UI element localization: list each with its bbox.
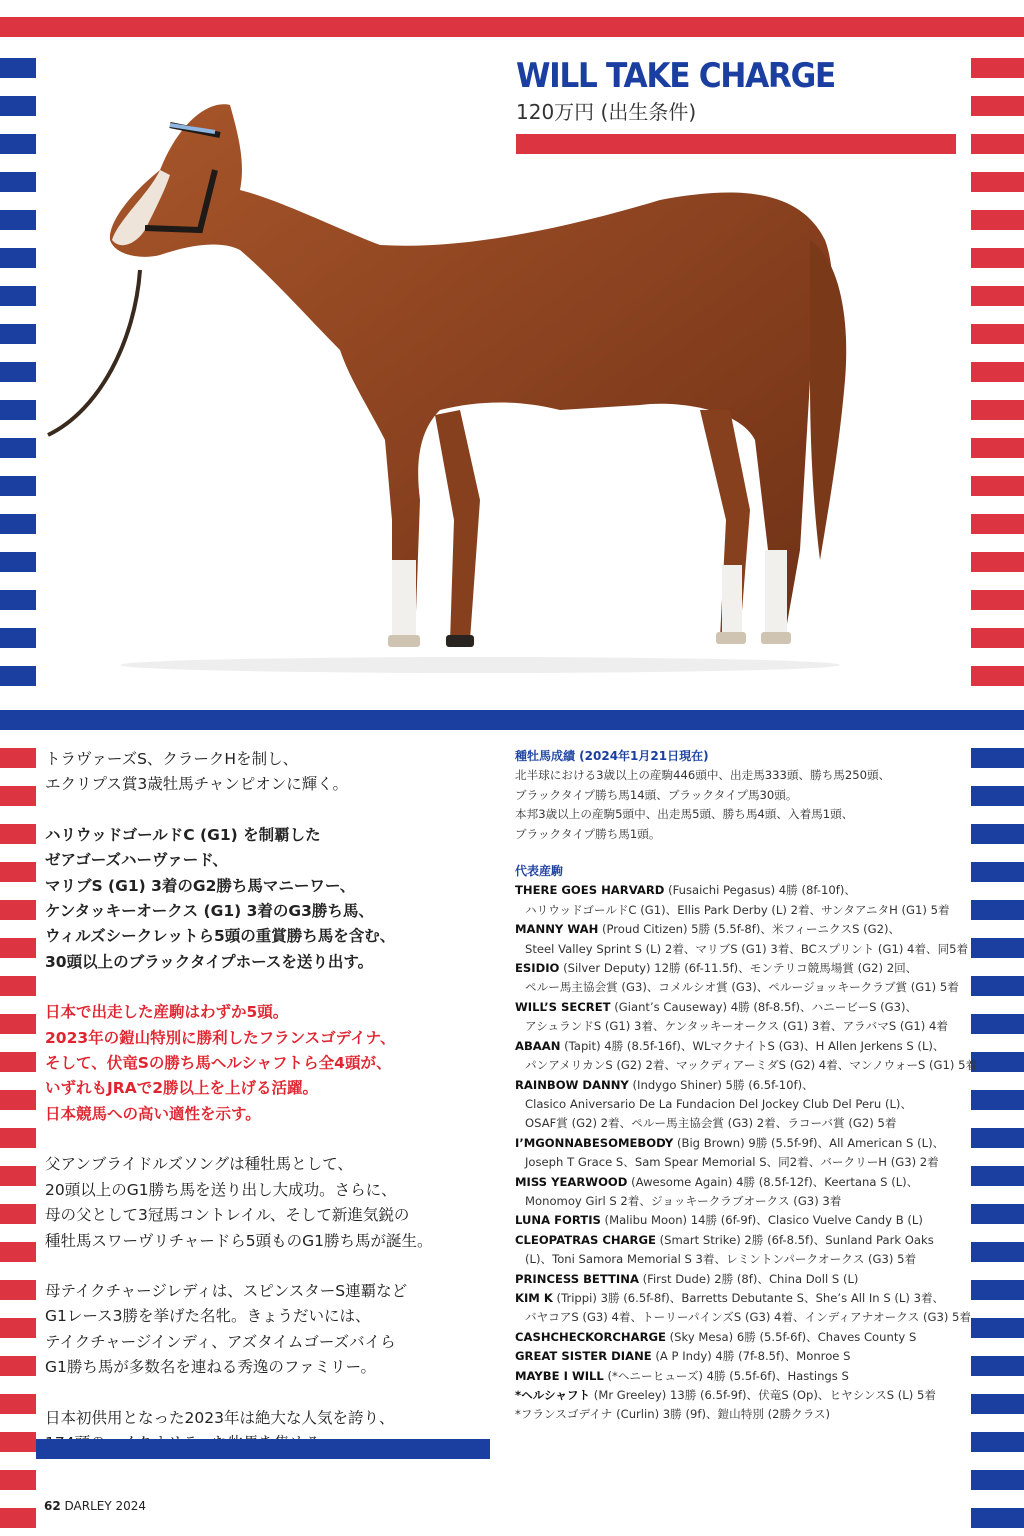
progeny-heading: 代表産駒 — [515, 864, 564, 879]
progeny-name: PRINCESS BETTINA — [515, 1271, 639, 1286]
record-lines — [515, 766, 965, 844]
stripe — [0, 748, 36, 768]
stripe — [971, 248, 1024, 268]
stripe — [0, 514, 36, 534]
stripe — [0, 1242, 36, 1262]
stripe — [971, 824, 1024, 844]
progeny-entry — [515, 1076, 965, 1095]
progeny-name: LUNA FORTIS — [515, 1213, 601, 1228]
stripe — [971, 1052, 1024, 1072]
stripe — [971, 286, 1024, 306]
paragraph-line: ハリウッドゴールドC (G1) を制覇した — [45, 825, 321, 844]
stripe — [971, 938, 1024, 958]
record-line: ブラックタイプ勝ち馬14頭、ブラックタイプ馬30頭。 — [515, 787, 798, 802]
stripe — [0, 1432, 36, 1452]
progeny-details-cont: Monomoy Girl S 2着、ジョッキークラブオークス (G3) 3着 — [525, 1193, 842, 1208]
stripe — [971, 1166, 1024, 1186]
progeny-name: MAYBE I WILL — [515, 1368, 604, 1383]
stripe — [0, 1090, 36, 1110]
stripe — [971, 58, 1024, 78]
stripe — [0, 1204, 36, 1224]
stripe — [0, 172, 36, 192]
progeny-name: ABAAN — [515, 1038, 561, 1053]
stripe — [971, 628, 1024, 648]
stripe — [971, 1242, 1024, 1262]
progeny-name: CLEOPATRAS CHARGE — [515, 1232, 656, 1247]
stripe — [0, 210, 36, 230]
progeny-details: (A P Indy) 4勝 (7f-8.5f)、Monroe S — [651, 1349, 851, 1364]
record-line: ブラックタイプ勝ち馬1頭。 — [515, 826, 661, 841]
paragraph-line: ゼアゴーズハーヴァード、 — [45, 851, 228, 870]
stripe — [971, 862, 1024, 882]
stripe — [971, 362, 1024, 382]
stripe — [971, 1204, 1024, 1224]
stripe — [971, 1356, 1024, 1376]
stripe — [971, 900, 1024, 920]
progeny-name: WILL’S SECRET — [515, 999, 611, 1014]
paragraph-p2 — [45, 823, 485, 975]
stripe — [971, 1470, 1024, 1490]
progeny-name: GREAT SISTER DIANE — [515, 1349, 652, 1364]
progeny-details: (Indygo Shiner) 5勝 (6.5f-10f)、 — [628, 1077, 814, 1092]
stripe — [971, 1508, 1024, 1528]
stripe — [971, 1128, 1024, 1148]
progeny-entry — [515, 881, 965, 900]
progeny-details-cont: ペルー馬主協会賞 (G3)、コメルシオ賞 (G3)、ペルージョッキークラブ賞 (G1) 5着 — [525, 980, 959, 995]
stripe — [0, 824, 36, 844]
stripe — [0, 1052, 36, 1072]
stripe — [0, 628, 36, 648]
stripe — [971, 400, 1024, 420]
progeny-details: (Giant’s Causeway) 4勝 (8f-8.5f)、ハニービーS (G3)、 — [610, 999, 918, 1014]
stripe — [0, 400, 36, 420]
paragraph-line: 種牡馬スワーヴリチャードら5頭ものG1勝ち馬が誕生。 — [45, 1231, 433, 1250]
horse-name-title: WILL TAKE CHARGE — [516, 56, 835, 96]
stripe — [971, 438, 1024, 458]
stripe — [0, 1128, 36, 1148]
progeny-details: (Mr Greeley) 13勝 (6.5f-9f)、伏竜S (Op)、ヒヤシンスS (L) 5着 — [590, 1388, 936, 1402]
stripe — [0, 590, 36, 610]
progeny-details-cont: ハリウッドゴールドC (G1)、Ellis Park Derby (L) 2着、サンタアニタH (G1) 5着 — [525, 902, 950, 917]
title-block — [516, 58, 863, 125]
stripe — [0, 552, 36, 572]
paragraph-p5 — [45, 1279, 485, 1381]
progeny-details: (Smart Strike) 2勝 (6f-8.5f)、Sunland Park Oaks — [655, 1232, 934, 1247]
progeny-details: (First Dude) 2勝 (8f)、China Doll S (L) — [638, 1271, 859, 1286]
record-heading: 種牡馬成績 (2024年1月21日現在) — [515, 749, 709, 763]
stripe — [971, 514, 1024, 534]
stripe — [971, 172, 1024, 192]
paragraph-line: ケンタッキーオークス (G1) 3着のG3勝ち馬、 — [45, 902, 374, 921]
paragraph-line: 父アンブライドルズソングは種牡馬として、 — [45, 1155, 353, 1174]
profile-text — [45, 747, 485, 1481]
progeny-details-cont: Clasico Aniversario De La Fundacion Del Jockey Club Del Peru (L)、 — [525, 1096, 913, 1111]
progeny-details: (Trippi) 3勝 (6.5f-8f)、Barretts Debutante S、She’s All In S (L) 3着、 — [552, 1290, 945, 1305]
progeny-name: I’MGONNABESOMEBODY — [515, 1135, 674, 1150]
progeny-entry — [515, 1386, 965, 1405]
bottom-blue-bar — [36, 1439, 490, 1459]
stripe — [971, 976, 1024, 996]
progeny-details-cont: OSAF賞 (G2) 2着、ペルー馬主協会賞 (G3) 2着、ラコーバ賞 (G2) 5着 — [525, 1116, 897, 1131]
paragraph-line: テイクチャージインディ、アズタイムゴーズバイら — [45, 1332, 396, 1351]
stripe — [0, 1280, 36, 1300]
progeny-details: (Sky Mesa) 6勝 (5.5f-6f)、Chaves County S — [665, 1329, 917, 1344]
progeny-name: MISS YEARWOOD — [515, 1174, 628, 1189]
stripe — [0, 1508, 36, 1528]
stripe — [971, 1432, 1024, 1452]
record-line: 本邦3歳以上の産駒5頭中、出走馬5頭、勝ち馬4頭、入着馬1頭、 — [515, 807, 854, 822]
paragraph-line: 20頭以上のG1勝ち馬を送り出し大成功。さらに、 — [45, 1180, 397, 1199]
stripe — [0, 1356, 36, 1376]
progeny-details: (Awesome Again) 4勝 (8.5f-12f)、Keertana S (L)、 — [627, 1174, 919, 1189]
stripe — [0, 438, 36, 458]
paragraph-line: 母テイクチャージレディは、スピンスターS連覇など — [45, 1281, 408, 1300]
stripe — [971, 96, 1024, 116]
paragraph-line: トラヴァーズS、クラークHを制し、 — [45, 750, 299, 768]
progeny-details-cont: (L)、Toni Samora Memorial S 3着、レミントンパークオークス (G3) 5着 — [525, 1252, 917, 1267]
stripe — [971, 1280, 1024, 1300]
paragraph-line: ウィルズシークレットら5頭の重賞勝ち馬を含む、 — [45, 927, 396, 946]
progeny-name: THERE GOES HARVARD — [515, 883, 665, 898]
paragraph-line: エクリプス賞3歳牡馬チャンピオンに輝く。 — [45, 775, 348, 794]
stripe — [971, 786, 1024, 806]
progeny-name: MANNY WAH — [515, 922, 599, 937]
paragraph-p3 — [45, 1000, 485, 1127]
progeny-entry — [515, 1367, 965, 1386]
stripe — [0, 1470, 36, 1490]
progeny-name: *ヘルシャフト — [515, 1388, 591, 1402]
stripe — [971, 1394, 1024, 1414]
stripe — [971, 210, 1024, 230]
stripe — [0, 900, 36, 920]
stripe — [0, 786, 36, 806]
progeny-name: RAINBOW DANNY — [515, 1077, 629, 1092]
progeny-details-cont: パンアメリカンS (G2) 2着、マックディアーミダS (G2) 4着、マンノウォーS (G1) 5着 — [525, 1058, 978, 1073]
paragraph-line: 2023年の鎧山特別に勝利したフランスゴデイナ、 — [45, 1028, 396, 1047]
stripe — [0, 58, 36, 78]
stripe — [0, 476, 36, 496]
paragraph-p1 — [45, 747, 485, 798]
stripe — [971, 1090, 1024, 1110]
paragraph-line: 日本競馬への高い適性を示す。 — [45, 1104, 261, 1123]
stripe — [0, 666, 36, 686]
progeny-entry — [515, 1173, 965, 1192]
publication-name: DARLEY 2024 — [64, 1499, 147, 1513]
paragraph-line: G1レース3勝を挙げた名牝。きょうだいには、 — [45, 1307, 371, 1326]
paragraph-line: 母の父として3冠馬コントレイル、そして新進気鋭の — [45, 1206, 410, 1225]
progeny-list — [515, 881, 978, 1424]
progeny-entry — [515, 1270, 965, 1289]
stripe — [971, 1318, 1024, 1338]
record-line: 北半球における3歳以上の産駒446頭中、出走馬333頭、勝ち馬250頭、 — [515, 768, 891, 783]
stripe — [971, 476, 1024, 496]
progeny-details: (Malibu Moon) 14勝 (6f-9f)、Clasico Vuelve Candy B (L) — [600, 1213, 923, 1228]
stripe — [0, 862, 36, 882]
stripe — [971, 552, 1024, 572]
stripe — [0, 362, 36, 382]
progeny-details: *フランスゴデイナ (Curlin) 3勝 (9f)、鎧山特別 (2勝クラス) — [515, 1407, 831, 1422]
progeny-entry — [515, 1134, 965, 1153]
stripe — [0, 1318, 36, 1338]
progeny-entry — [515, 1037, 965, 1056]
progeny-details: (*ヘニーヒューズ) 4勝 (5.5f-6f)、Hastings S — [603, 1368, 849, 1383]
progeny-details: (Tapit) 4勝 (8.5f-16f)、WLマクナイトS (G3)、H Allen Jerkens S (L)、 — [560, 1038, 945, 1053]
stripe — [971, 134, 1024, 154]
paragraph-line: マリブS (G1) 3着のG2勝ち馬マニーワー、 — [45, 876, 356, 895]
stripe — [0, 286, 36, 306]
top-red-bar — [0, 17, 1024, 37]
stripe — [0, 1014, 36, 1034]
stripe — [0, 1166, 36, 1186]
stripe — [0, 938, 36, 958]
stripe — [0, 976, 36, 996]
progeny-name: CASHCHECKORCHARGE — [515, 1329, 666, 1344]
progeny-entry — [515, 920, 965, 939]
page-footer — [44, 1499, 146, 1513]
paragraph-line: 30頭以上のブラックタイプホースを送り出す。 — [45, 952, 374, 971]
progeny-details-cont: Joseph T Grace S、Sam Spear Memorial S、同2着、バークリーH (G3) 2着 — [525, 1155, 939, 1170]
progeny-name: KIM K — [515, 1290, 553, 1305]
progeny-details-cont: バヤコアS (G3) 4着、トーリーパインズS (G3) 4着、インディアナオークス (G3) 5着 — [525, 1310, 972, 1325]
progeny-entry — [515, 998, 965, 1017]
progeny-details-cont: アシュランドS (G1) 3着、ケンタッキーオークス (G1) 3着、アラバマS (G1) 4着 — [525, 1019, 948, 1034]
stud-fee: 120万円 (出生条件) — [516, 100, 697, 124]
progeny-entry — [515, 1231, 965, 1250]
stripe — [0, 134, 36, 154]
progeny-entry — [515, 959, 965, 978]
stripe — [971, 748, 1024, 768]
stripe — [0, 324, 36, 344]
horse-photo — [40, 80, 920, 680]
paragraph-line: G1勝ち馬が多数名を連ねる秀逸のファミリー。 — [45, 1358, 376, 1377]
stripe — [971, 1014, 1024, 1034]
progeny-details: (Fusaichi Pegasus) 4勝 (8f-10f)、 — [664, 883, 856, 898]
stripe — [0, 1394, 36, 1414]
progeny-entry — [515, 1211, 965, 1230]
paragraph-line: そして、伏竜Sの勝ち馬ヘルシャフトら全4頭が、 — [45, 1054, 392, 1073]
progeny-details-cont: Steel Valley Sprint S (L) 2着、マリブS (G1) 3着、BCスプリント (G1) 4着、同5着 — [525, 941, 969, 956]
progeny-details: (Proud Citizen) 5勝 (5.5f-8f)、米フィーニクスS (G2)、 — [598, 922, 901, 937]
progeny-name: ESIDIO — [515, 961, 560, 976]
progeny-entry — [515, 1289, 965, 1308]
stripe — [971, 590, 1024, 610]
progeny-entry — [515, 1328, 965, 1347]
paragraph-line: 日本で出走した産駒はわずか5頭。 — [45, 1003, 289, 1022]
paragraph-p4 — [45, 1152, 485, 1254]
title-red-rule — [516, 134, 956, 154]
progeny-details: (Silver Deputy) 12勝 (6f-11.5f)、モンテリコ競馬場賞 (G2) 2回、 — [559, 961, 918, 976]
stripe — [0, 96, 36, 116]
stripe — [0, 248, 36, 268]
stud-record-column — [515, 747, 978, 1425]
page-number: 62 — [44, 1499, 61, 1513]
progeny-entry — [515, 1405, 965, 1424]
progeny-details: (Big Brown) 9勝 (5.5f-9f)、All American S (L)、 — [673, 1135, 945, 1150]
middle-blue-bar — [0, 710, 1024, 730]
stripe — [971, 324, 1024, 344]
progeny-entry — [515, 1347, 965, 1366]
paragraph-line: いずれもJRAで2勝以上を上げる活躍。 — [45, 1079, 318, 1098]
stripe — [971, 666, 1024, 686]
paragraph-line: 日本初供用となった2023年は絶大な人気を誇り、 — [45, 1408, 395, 1427]
